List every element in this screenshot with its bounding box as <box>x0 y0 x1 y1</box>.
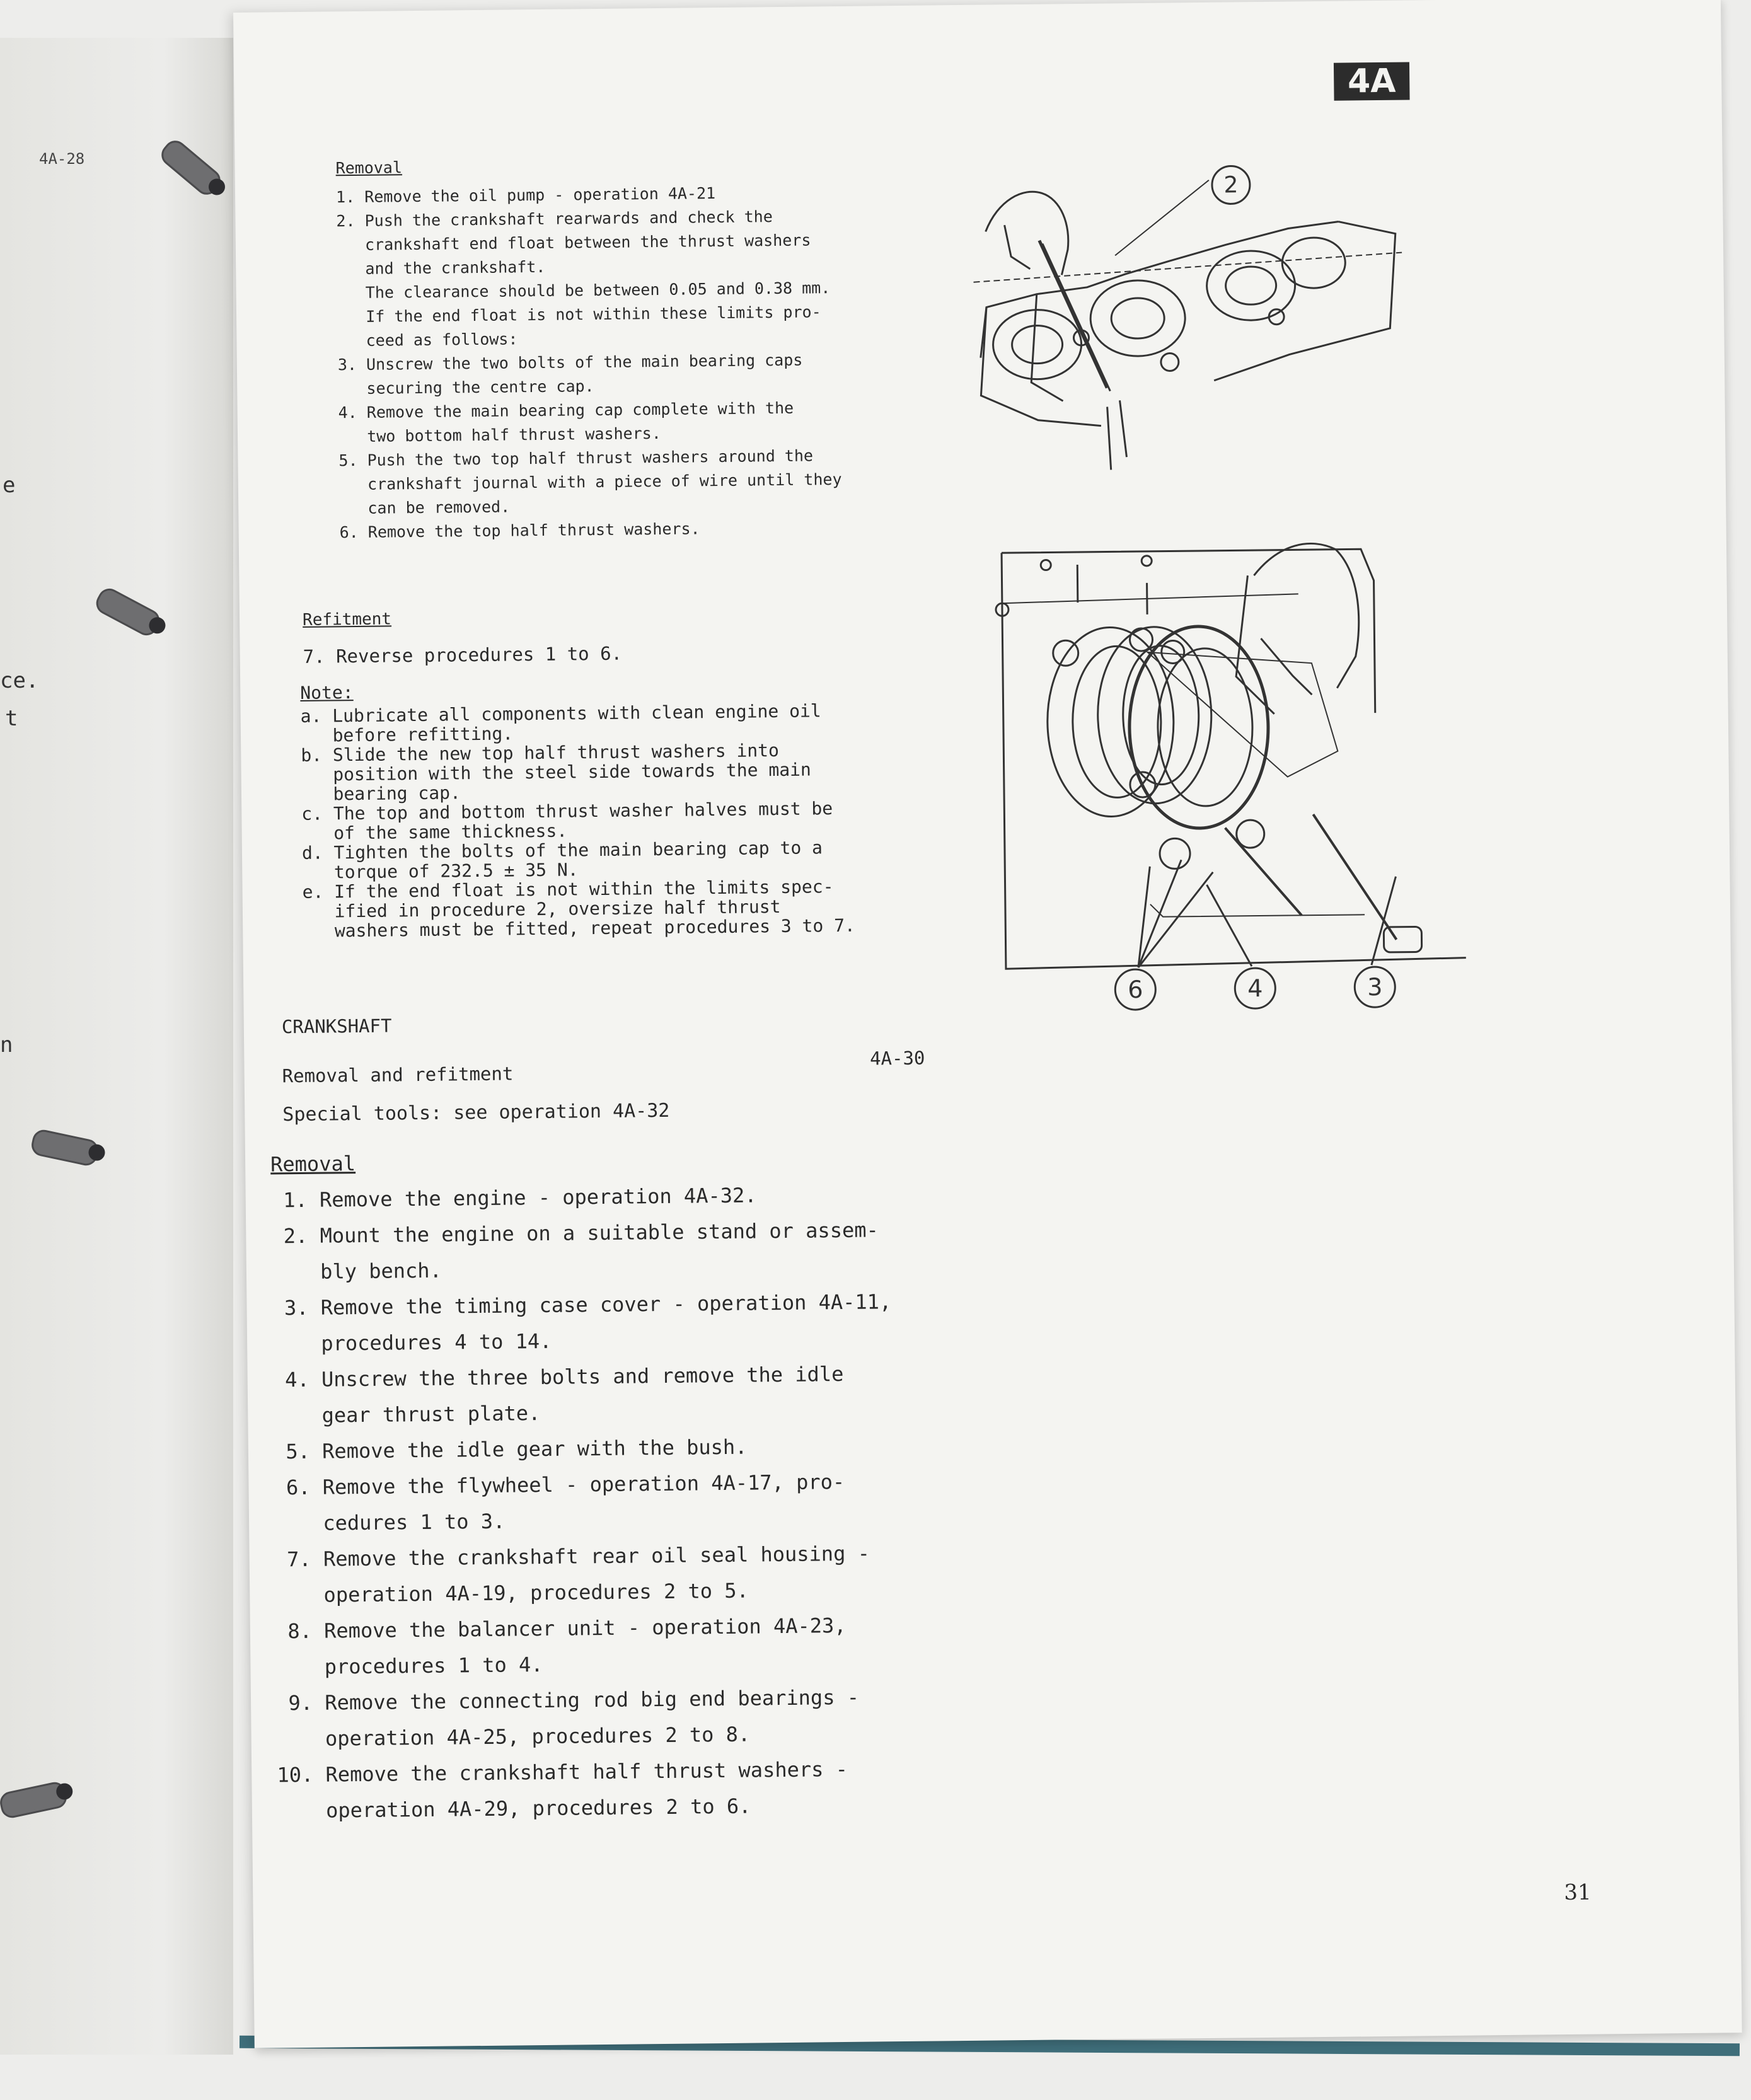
step-number: 9. <box>288 1690 313 1716</box>
step-text: Push the two top half thrust washers around the crankshaft journal with a piece of wire until they can be removed. <box>367 446 842 517</box>
step-text: Remove the flywheel - operation 4A-17, pro- cedures 1 to 3. <box>322 1469 845 1535</box>
list-item <box>336 203 968 353</box>
crankshaft-removal <box>270 1139 1002 1829</box>
note-text: If the end float is not within the limits spec- ified in procedure 2, oversize half thrust washers must be fitted, repeat procedures 3 to 7. <box>334 876 855 942</box>
step-text: Remove the main bearing cap complete with the two bottom half thrust washers. <box>366 398 794 446</box>
callout-6 <box>1107 961 1164 1018</box>
callout-4 <box>1227 960 1284 1017</box>
page-number: 31 <box>1564 1879 1592 1906</box>
note-heading: Note: <box>300 682 354 703</box>
left-page-fragment: t <box>5 706 18 731</box>
left-page-number: 4A-28 <box>39 150 85 168</box>
list-item <box>338 395 969 449</box>
callout-2 <box>1206 159 1257 211</box>
step-text: Remove the timing case cover - operation 4A-11, procedures 4 to 14. <box>320 1289 892 1356</box>
list-item <box>275 1606 1001 1685</box>
step-number: 6. <box>286 1475 311 1500</box>
list-item <box>303 637 933 669</box>
note-letter: a. <box>300 705 322 727</box>
step-number: 2. <box>283 1223 308 1249</box>
step-text: Remove the balancer unit - operation 4A-23, procedures 1 to 4. <box>323 1613 847 1679</box>
step-number: 1. <box>283 1187 308 1213</box>
list-item <box>276 1678 1002 1757</box>
refitment-section <box>303 601 933 669</box>
step-number: 4. <box>338 403 357 422</box>
step-text: Push the crankshaft rearwards and check the crankshaft end float between the thrust washers and the crankshaft. The clearance should be between 0.05 and 0.38 mm. If the end float is not within these limits pro- ceed as follows: <box>364 207 831 350</box>
note-letter: d. <box>301 842 323 863</box>
step-number: 7. <box>286 1547 311 1572</box>
section-title: CRANKSHAFT <box>281 1015 392 1038</box>
step-text: Remove the idle gear with the bush. <box>321 1434 748 1463</box>
notes-section <box>300 676 964 941</box>
step-text: Unscrew the three bolts and remove the idle gear thrust plate. <box>321 1361 844 1428</box>
list-item <box>302 875 964 941</box>
step-number: 8. <box>287 1618 313 1644</box>
step-text: Remove the crankshaft rear oil seal housing - operation 4A-19, procedures 2 to 5. <box>323 1541 870 1607</box>
special-tools: Special tools: see operation 4A-32 <box>282 1099 670 1126</box>
list-item <box>301 797 964 843</box>
list-item <box>338 347 969 401</box>
list-item <box>274 1462 999 1542</box>
left-page-fragment: ce. <box>0 668 39 693</box>
list-item <box>338 442 969 521</box>
note-text: Slide the new top half thrust washers into position with the steel side towards the main bearing cap. <box>332 739 811 805</box>
note-letter: e. <box>302 881 324 903</box>
step-number: 4. <box>284 1367 309 1392</box>
list-item <box>272 1283 997 1362</box>
step-text: Remove the top half thrust washers. <box>367 519 700 541</box>
section-badge: 4A <box>1334 62 1410 100</box>
callout-label: 2 <box>1223 172 1239 199</box>
callout-label: 3 <box>1367 972 1383 1001</box>
callout-3 <box>1346 959 1404 1016</box>
left-page-fragment: n <box>0 1032 13 1058</box>
removal-heading: Removal <box>270 1151 356 1177</box>
manual-page <box>233 0 1742 2048</box>
list-item <box>271 1211 997 1290</box>
operation-code: 4A-30 <box>869 1047 925 1070</box>
step-text: Remove the connecting rod big end bearings - operation 4A-25, procedures 2 to 8. <box>325 1685 860 1751</box>
callout-label: 6 <box>1127 975 1143 1004</box>
list-item <box>301 700 963 746</box>
step-text: Remove the oil pump - operation 4A-21 <box>364 184 716 206</box>
section-subtitle: Removal and refitment <box>282 1063 514 1087</box>
step-number: 7. <box>303 645 325 667</box>
note-text: Tighten the bolts of the main bearing cap to a torque of 232.5 ± 35 N. <box>333 837 823 883</box>
step-number: 5. <box>286 1439 311 1464</box>
crankshaft-header <box>282 1007 976 1128</box>
list-item <box>274 1534 1000 1613</box>
step-text: Remove the crankshaft half thrust washers - operation 4A-29, procedures 2 to 6. <box>325 1757 848 1823</box>
list-item <box>277 1750 1002 1829</box>
note-text: The top and bottom thrust washer halves must be of the same thickness. <box>333 798 833 844</box>
step-number: 5. <box>338 451 358 470</box>
list-item <box>302 836 964 882</box>
list-item <box>272 1354 998 1434</box>
step-number: 10. <box>277 1762 314 1787</box>
step-text: Reverse procedures 1 to 6. <box>335 642 623 667</box>
step-number: 3. <box>337 355 357 374</box>
step-number: 3. <box>284 1295 309 1320</box>
step-number: 2. <box>336 211 355 231</box>
step-number: 6. <box>339 522 359 542</box>
note-letter: c. <box>301 803 323 824</box>
callout-label: 4 <box>1247 974 1263 1003</box>
step-number: 1. <box>335 187 355 207</box>
note-letter: b. <box>301 744 323 766</box>
note-text: Lubricate all components with clean engine oil before refitting. <box>332 700 821 746</box>
step-text: Mount the engine on a suitable stand or assem- bly bench. <box>320 1218 879 1284</box>
list-item <box>301 739 963 804</box>
left-page-fragment: e <box>3 473 16 498</box>
left-page <box>0 38 233 2055</box>
step-text: Unscrew the two bolts of the main bearing caps securing the centre cap. <box>366 350 803 398</box>
removal-heading: Removal <box>335 158 403 178</box>
refitment-heading: Refitment <box>302 609 392 630</box>
step-text: Remove the engine - operation 4A-32. <box>319 1183 757 1212</box>
thrust-washer-removal <box>335 150 969 545</box>
callout-leaders <box>1124 845 1454 1005</box>
